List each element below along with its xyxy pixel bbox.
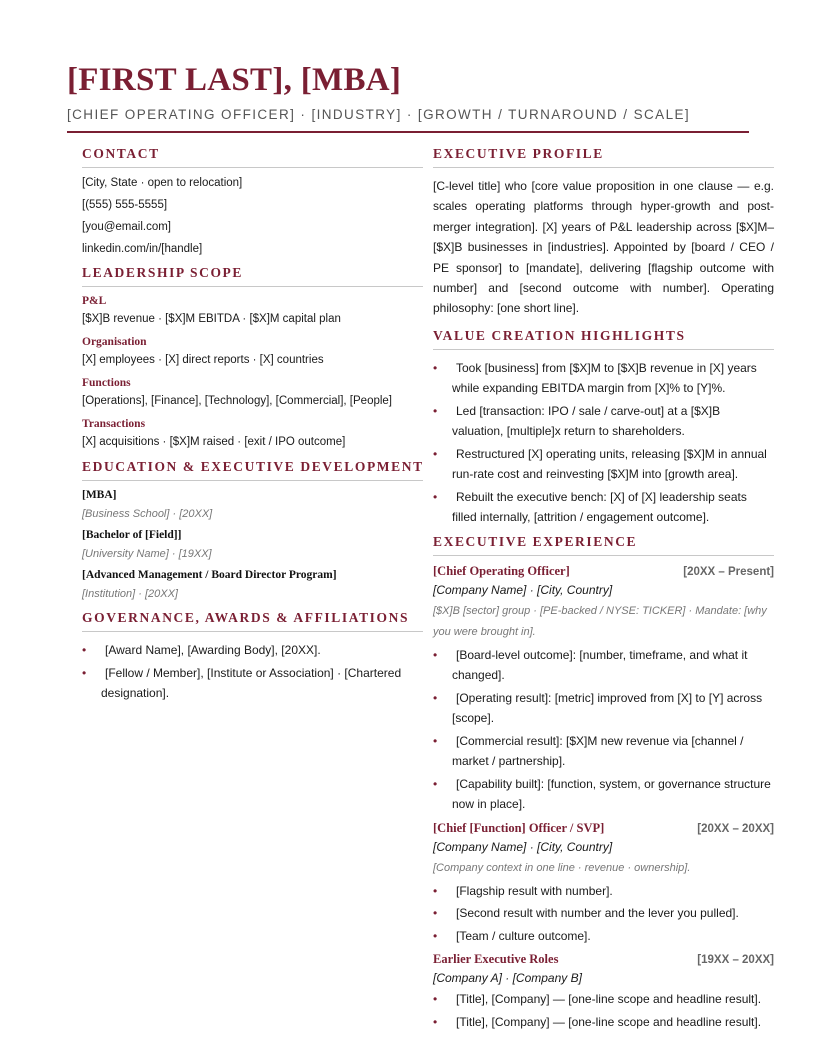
bullet-icon: •	[433, 733, 438, 748]
right-column	[433, 146, 774, 1034]
role-bullet: [Title], [Company] — [one-line scope and headline result].	[456, 992, 762, 1007]
list-item	[433, 444, 774, 485]
scope-item	[82, 336, 423, 367]
list-item	[433, 1012, 774, 1033]
contact-phone: [(555) 555-5555]	[82, 199, 168, 211]
list-item	[433, 401, 774, 442]
degree-title: [Bachelor of [Field]]	[82, 529, 182, 541]
role-dates: [19XX – 20XX]	[697, 954, 774, 967]
role-bullet: [Capability built]: [function, system, or governance structure now in place].	[452, 776, 771, 812]
role-bullets	[433, 645, 774, 815]
scope-label: Transactions	[82, 418, 146, 430]
scope-value: [Operations], [Finance], [Technology], [Commercial], [People]	[82, 395, 393, 407]
scope-label: P&L	[82, 295, 107, 307]
bullet-icon: •	[433, 489, 438, 504]
list-item	[433, 926, 774, 947]
role-company: [Company Name] · [City, Country]	[433, 839, 613, 854]
bullet-icon: •	[433, 1014, 438, 1029]
executive-profile-heading: EXECUTIVE PROFILE	[433, 146, 774, 168]
degree-title: [Advanced Management / Board Director Program]	[82, 569, 337, 581]
contact-heading: CONTACT	[82, 146, 423, 168]
left-column	[82, 146, 423, 706]
scope-value: [X] acquisitions · [$X]M raised · [exit / IPO outcome]	[82, 436, 346, 448]
list-item	[433, 358, 774, 399]
bullet-icon: •	[433, 928, 438, 943]
bullet-icon: •	[433, 690, 438, 705]
highlight-item: Took [business] from [$X]M to [$X]B revenue in [X] years while expanding EBITDA margin from [X]% to [Y]%.	[452, 360, 757, 396]
bullet-icon: •	[433, 360, 438, 375]
bullet-icon: •	[433, 403, 438, 418]
role-dates: [20XX – Present]	[683, 565, 774, 578]
list-item	[433, 731, 774, 772]
scope-value: [$X]B revenue · [$X]M EBITDA · [$X]M capital plan	[82, 313, 341, 325]
profile-summary: [C-level title] who [core value proposition in one clause — e.g. scales operating platforms through hyper-growth and post-merger integration]. [X] years of P&L leadership across [$X]M–[$X]B businesses in [industries]. Appointed by [board / CEO / PE sponsor] to [mandate], delivering [flagship outcome with number] and [second outcome with number]. Operating philosophy: [one short line].	[433, 179, 774, 316]
degree-school: [Institution] · [20XX]	[82, 588, 178, 600]
list-item	[433, 989, 774, 1010]
role-company: [Company Name] · [City, Country]	[433, 582, 613, 597]
education-heading: EDUCATION & EXECUTIVE DEVELOPMENT	[82, 459, 423, 481]
scope-label: Functions	[82, 377, 131, 389]
role-bullets	[433, 881, 774, 947]
headline-tagline: [CHIEF OPERATING OFFICER] · [INDUSTRY] · [GROWTH / TURNAROUND / SCALE]	[67, 107, 691, 122]
bullet-icon: •	[82, 665, 87, 680]
bullet-icon: •	[82, 643, 87, 657]
bullet-icon: •	[433, 992, 438, 1007]
bullet-icon: •	[433, 776, 438, 791]
degree-title: [MBA]	[82, 489, 117, 501]
highlight-item: Rebuilt the executive bench: [X] of [X] leadership seats filled internally, [attrition / engagement outcome].	[452, 489, 747, 525]
scope-item	[82, 295, 423, 326]
leadership-scope-heading: LEADERSHIP SCOPE	[82, 265, 423, 287]
list-item	[433, 881, 774, 902]
role-block	[433, 564, 774, 815]
role-context: [$X]B [sector] group · [PE-backed / NYSE: TICKER] · Mandate: [why you were brought in].	[433, 604, 767, 638]
highlights-heading: VALUE CREATION HIGHLIGHTS	[433, 328, 774, 350]
list-item	[433, 487, 774, 528]
degree-school: [University Name] · [19XX]	[82, 548, 212, 560]
role-bullet: [Second result with number and the lever you pulled].	[456, 906, 739, 921]
governance-item: [Fellow / Member], [Institute or Association] · [Chartered designation].	[101, 665, 402, 700]
bullet-icon: •	[433, 906, 438, 921]
bullet-icon: •	[433, 446, 438, 461]
role-bullet: [Board-level outcome]: [number, timeframe, and what it changed].	[452, 647, 748, 683]
role-block	[433, 821, 774, 947]
contact-email: [you@email.com]	[82, 221, 172, 233]
governance-heading: GOVERNANCE, AWARDS & AFFILIATIONS	[82, 610, 423, 632]
bullet-icon: •	[433, 883, 438, 898]
highlight-item: Restructured [X] operating units, releasing [$X]M in annual run-rate cost and reinvesting [$X]M into [growth area].	[452, 446, 767, 482]
contact-linkedin: linkedin.com/in/[handle]	[82, 243, 203, 255]
degree-school: [Business School] · [20XX]	[82, 508, 213, 520]
list-item	[433, 903, 774, 924]
role-bullet: [Team / culture outcome].	[456, 928, 591, 943]
scope-item	[82, 418, 423, 449]
role-dates: [20XX – 20XX]	[697, 822, 774, 835]
scope-value: [X] employees · [X] direct reports · [X] countries	[82, 354, 324, 366]
contact-location: [City, State · open to relocation]	[82, 177, 243, 189]
scope-item	[82, 377, 423, 408]
scope-label: Organisation	[82, 336, 147, 348]
list-item	[433, 688, 774, 729]
role-context: [Company context in one line · revenue · ownership].	[433, 861, 691, 874]
governance-item: [Award Name], [Awarding Body], [20XX].	[105, 643, 321, 657]
highlight-item: Led [transaction: IPO / sale / carve-out] at a [$X]B valuation, [multiple]x return to shareholders.	[452, 403, 721, 439]
bullet-icon: •	[433, 647, 438, 662]
header-divider	[67, 131, 749, 133]
role-title: [Chief Operating Officer]	[433, 563, 570, 578]
candidate-name: [FIRST LAST], [MBA]	[67, 62, 402, 98]
role-bullet: [Commercial result]: [$X]M new revenue via [channel / market / partnership].	[452, 733, 744, 769]
list-item	[82, 663, 423, 704]
highlights-list	[433, 358, 774, 528]
role-bullet: [Flagship result with number].	[456, 883, 613, 898]
role-title: Earlier Executive Roles	[433, 952, 559, 967]
role-bullets	[433, 989, 774, 1032]
role-bullet: [Title], [Company] — [one-line scope and headline result].	[456, 1014, 762, 1029]
governance-list	[82, 640, 423, 704]
list-item	[433, 774, 774, 815]
role-bullet: [Operating result]: [metric] improved from [X] to [Y] across [scope].	[452, 690, 763, 726]
role-title: [Chief [Function] Officer / SVP]	[433, 820, 605, 835]
list-item	[82, 640, 423, 661]
role-company: [Company A] · [Company B]	[433, 971, 582, 986]
experience-heading: EXECUTIVE EXPERIENCE	[433, 534, 774, 556]
list-item	[433, 645, 774, 686]
role-block	[433, 952, 774, 1032]
